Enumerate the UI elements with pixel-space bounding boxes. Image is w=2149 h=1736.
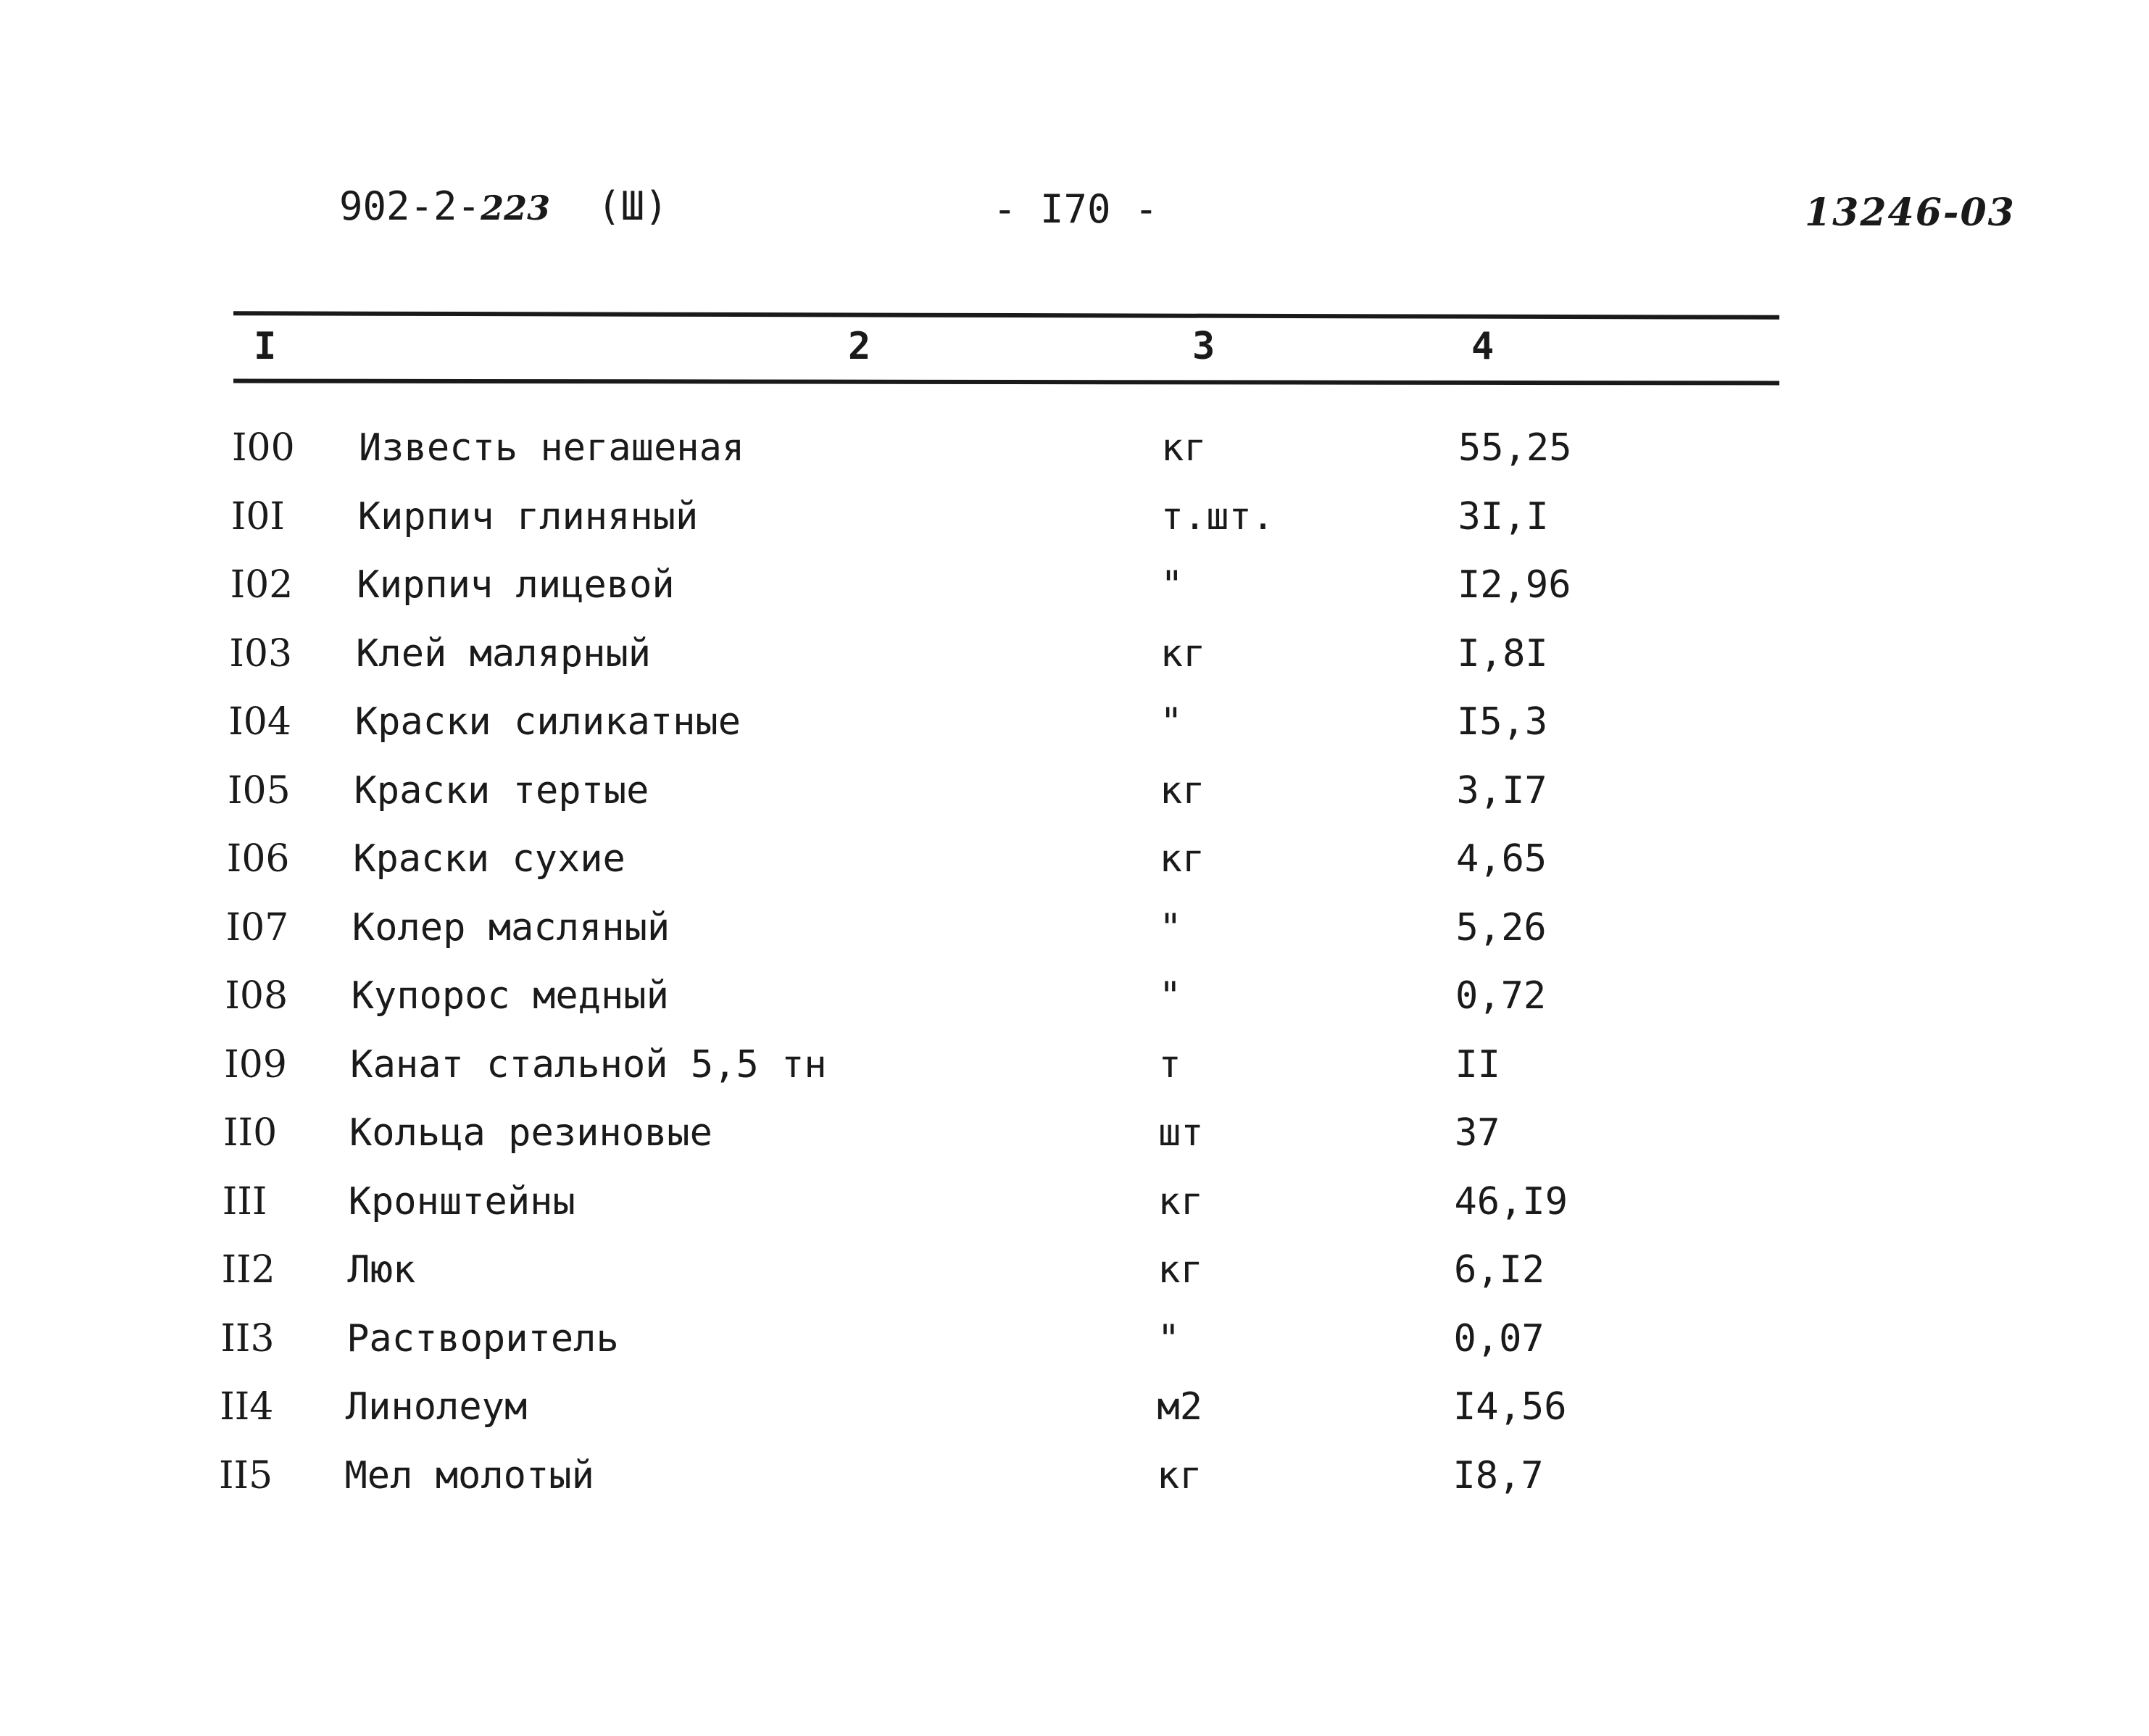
- material-name: Кольца резиновые: [349, 1111, 712, 1155]
- row-number: II3: [220, 1316, 275, 1361]
- table-row: [0, 906, 1739, 957]
- unit: м2: [1157, 1385, 1203, 1429]
- quantity: I2,96: [1458, 563, 1571, 607]
- table-row: [0, 1317, 1739, 1368]
- material-name: Клей малярный: [356, 631, 652, 676]
- quantity: I8,7: [1452, 1453, 1544, 1498]
- material-name: Колер масляный: [352, 905, 670, 950]
- quantity: 55,25: [1458, 426, 1572, 470]
- row-number: I02: [230, 563, 294, 607]
- unit: ": [1157, 1316, 1181, 1361]
- material-name: Канат стальной 5,5 тн: [350, 1042, 827, 1087]
- archive-number: 13246-03: [1805, 191, 2016, 235]
- column-header-2: 2: [848, 325, 871, 368]
- material-name: Кронштейны: [348, 1179, 575, 1224]
- quantity: I,8I: [1457, 631, 1548, 676]
- quantity: 3,I7: [1456, 768, 1547, 813]
- material-name: Растворитель: [346, 1316, 619, 1361]
- table-row: [0, 1385, 1739, 1436]
- quantity: 0,72: [1455, 974, 1547, 1018]
- row-number: I04: [228, 700, 291, 744]
- quantity: 6,I2: [1454, 1248, 1545, 1292]
- row-number: III: [222, 1179, 267, 1224]
- table-row: [0, 632, 1739, 683]
- quantity: II: [1455, 1042, 1501, 1087]
- unit: ": [1158, 974, 1182, 1018]
- row-number: I05: [228, 768, 291, 813]
- unit: кг: [1157, 1453, 1202, 1498]
- row-number: I07: [225, 905, 289, 950]
- material-name: Мел молотый: [344, 1453, 594, 1498]
- unit: ": [1160, 700, 1183, 744]
- table-row: [0, 1454, 1739, 1505]
- table-row: [0, 769, 1739, 820]
- row-number: II0: [223, 1111, 278, 1155]
- document-code-prefix: 902-2-: [339, 183, 481, 229]
- material-name: Краски тертые: [354, 768, 649, 813]
- unit: кг: [1160, 631, 1206, 676]
- material-name: Известь негашеная: [359, 426, 745, 470]
- row-number: I09: [224, 1042, 287, 1087]
- row-number: II5: [219, 1453, 273, 1498]
- material-name: Люк: [347, 1248, 416, 1292]
- table-row: [0, 974, 1739, 1025]
- unit: ": [1159, 905, 1182, 950]
- unit: кг: [1159, 837, 1205, 881]
- page-number: - I70 -: [993, 186, 1158, 232]
- document-code-handwritten: 223: [481, 188, 551, 228]
- table-row: [0, 563, 1739, 614]
- document-volume: (Ш): [597, 183, 668, 229]
- row-number: II4: [220, 1385, 274, 1429]
- quantity: 46,I9: [1454, 1179, 1568, 1224]
- table-row: [0, 495, 1739, 546]
- unit: кг: [1160, 768, 1205, 813]
- row-number: I03: [229, 631, 293, 676]
- unit: кг: [1157, 1179, 1204, 1224]
- unit: кг: [1157, 1248, 1203, 1292]
- table-row: [0, 1111, 1739, 1162]
- quantity: 5,26: [1455, 905, 1547, 950]
- row-number: I0I: [230, 494, 285, 539]
- material-name: Краски сухие: [353, 837, 625, 881]
- document-code: [339, 183, 668, 229]
- table-row: [0, 426, 1739, 477]
- table-row: [0, 1043, 1739, 1094]
- table-header-rule: [233, 379, 1779, 386]
- table-row: [0, 1180, 1739, 1231]
- quantity: 3I,I: [1458, 494, 1549, 539]
- quantity: I5,3: [1457, 700, 1548, 744]
- row-number: II2: [221, 1248, 275, 1292]
- material-name: Купорос медный: [351, 974, 669, 1018]
- unit: т: [1158, 1042, 1181, 1087]
- table-row: [0, 1248, 1739, 1299]
- quantity: 0,07: [1453, 1316, 1545, 1361]
- material-name: Линолеум: [345, 1385, 528, 1429]
- unit: т.шт.: [1160, 494, 1275, 539]
- table-row: [0, 837, 1739, 888]
- quantity: 37: [1455, 1111, 1500, 1155]
- unit: шт: [1158, 1111, 1204, 1155]
- material-name: Краски силикатные: [354, 700, 741, 744]
- row-number: I00: [232, 426, 295, 470]
- material-name: Кирпич глиняный: [357, 494, 699, 539]
- material-name: Кирпич лицевой: [357, 563, 675, 607]
- row-number: I06: [226, 837, 290, 881]
- table-top-rule: [233, 311, 1779, 320]
- quantity: 4,65: [1456, 837, 1547, 881]
- unit: ": [1160, 563, 1184, 607]
- row-number: I08: [225, 974, 288, 1018]
- table-row: [0, 700, 1739, 751]
- unit: кг: [1161, 426, 1207, 470]
- column-header-4: 4: [1471, 325, 1495, 368]
- column-header-3: 3: [1192, 325, 1215, 368]
- quantity: I4,56: [1453, 1385, 1567, 1429]
- column-header-1: I: [254, 325, 277, 368]
